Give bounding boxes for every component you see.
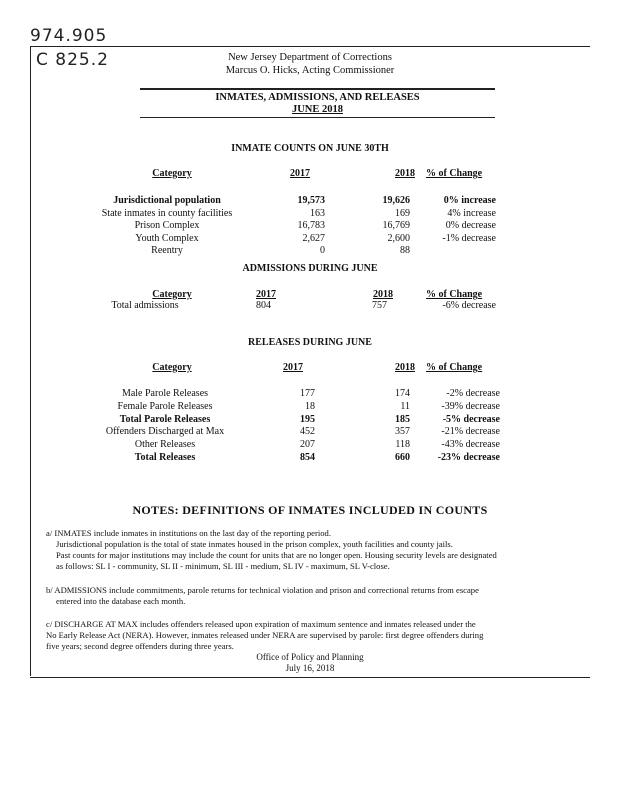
counts-row-1-category: State inmates in county facilities	[101, 207, 233, 219]
releases-row-2-y2018: 185	[395, 413, 410, 425]
counts-section-title: INMATE COUNTS ON JUNE 30TH	[231, 143, 389, 154]
left-rule	[30, 46, 31, 676]
counts-row-4-y2018: 88	[400, 245, 410, 256]
counts-row-1-change: 4% increase	[447, 207, 496, 219]
counts-header-category: Category	[152, 168, 192, 179]
counts-row-2-y2018: 16,769	[382, 220, 410, 231]
admissions-row-0-y2018: 757	[372, 300, 387, 311]
releases-row-1-category: Female Parole Releases	[117, 400, 213, 412]
releases-section-title: RELEASES DURING JUNE	[248, 337, 372, 348]
admissions-section-title: ADMISSIONS DURING JUNE	[242, 263, 378, 274]
footer-office: Office of Policy and Planning	[256, 652, 364, 662]
releases-row-0-y2018: 174	[395, 388, 410, 399]
org-name: New Jersey Department of Corrections	[228, 52, 392, 63]
releases-row-4-change: -43% decrease	[441, 439, 500, 451]
counts-header-change: % of Change	[426, 168, 483, 179]
releases-row-0-change: -2% decrease	[446, 388, 500, 399]
counts-header-2017: 2017	[290, 168, 310, 179]
title-rule	[140, 88, 495, 90]
note-a-line-1: a/ INMATES include inmates in institutions on the last day of the reporting period.	[46, 528, 331, 538]
counts-row-3-category: Youth Complex	[135, 232, 199, 244]
releases-row-3-y2017: 452	[300, 426, 315, 438]
counts-row-2-y2017: 16,783	[297, 220, 325, 231]
releases-row-1-change: -39% decrease	[441, 400, 500, 412]
counts-row-3-y2017: 2,627	[302, 232, 325, 244]
counts-row-1-y2018: 169	[395, 207, 410, 219]
handwritten-call-number: 974.905	[30, 26, 108, 46]
note-a-line-2: Jurisdictional population is the total of state inmates housed in the prison complex, youth facilities and county jails.	[56, 539, 453, 549]
releases-header-2018: 2018	[395, 362, 415, 373]
releases-row-3-change: -21% decrease	[441, 426, 500, 438]
admissions-row-0-change: -6% decrease	[442, 300, 496, 311]
counts-row-4-y2017: 0	[320, 245, 325, 256]
counts-row-1-y2017: 163	[310, 207, 325, 219]
note-c-line-1: c/ DISCHARGE AT MAX includes offenders released upon expiration of maximum sentence and inmates released under the	[46, 619, 476, 629]
report-title: INMATES, ADMISSIONS, AND RELEASES	[215, 92, 420, 103]
note-a-line-4: as follows: SL I - community, SL II - minimum, SL III - medium, SL IV - maximum, SL V-close.	[56, 561, 390, 571]
commissioner: Marcus O. Hicks, Acting Commissioner	[225, 65, 395, 76]
note-c-line-2: No Early Release Act (NERA). However, inmates released under NERA are supervised by parole: first degree offenders during	[46, 630, 484, 640]
top-rule	[30, 46, 590, 47]
counts-row-2-change: 0% decrease	[445, 220, 496, 231]
counts-row-3-change: -1% decrease	[442, 232, 496, 244]
title-rule-bottom	[140, 117, 495, 118]
report-period: JUNE 2018	[291, 104, 344, 115]
counts-row-2-category: Prison Complex	[134, 220, 200, 231]
handwritten-code: C 825.2	[36, 50, 109, 70]
releases-row-3-category: Offenders Discharged at Max	[105, 426, 225, 438]
releases-row-0-y2017: 177	[300, 388, 315, 399]
counts-row-0-y2017: 19,573	[297, 195, 325, 206]
releases-row-3-y2018: 357	[395, 426, 410, 438]
bottom-rule	[30, 677, 590, 678]
releases-row-5-category: Total Releases	[134, 452, 196, 463]
note-a-line-3: Past counts for major institutions may include the count for units that are no longer open. Housing security levels are designated	[56, 550, 497, 560]
note-b-line-1: b/ ADMISSIONS include commitments, parole returns for technical violation and prison and correctional returns from escape	[46, 585, 479, 595]
releases-row-2-category: Total Parole Releases	[119, 413, 211, 425]
releases-row-5-y2017: 854	[300, 452, 315, 463]
releases-row-5-change: -23% decrease	[437, 452, 500, 463]
admissions-row-0-category: Total admissions	[111, 300, 179, 311]
releases-row-5-y2018: 660	[395, 452, 410, 463]
releases-row-2-y2017: 195	[300, 413, 315, 425]
admissions-header-2017: 2017	[256, 289, 276, 300]
releases-header-change: % of Change	[426, 362, 483, 373]
releases-row-2-change: -5% decrease	[442, 413, 500, 425]
admissions-header-2018: 2018	[373, 289, 393, 300]
releases-row-1-y2017: 18	[305, 400, 315, 412]
note-b-line-2: entered into the database each month.	[56, 596, 186, 606]
admissions-row-0-y2017: 804	[256, 300, 271, 311]
notes-title: NOTES: DEFINITIONS OF INMATES INCLUDED IN COUNTS	[132, 503, 488, 517]
footer-date: July 16, 2018	[285, 663, 335, 673]
counts-header-2018: 2018	[395, 168, 415, 179]
counts-row-3-y2018: 2,600	[387, 232, 410, 244]
releases-row-4-y2018: 118	[395, 439, 410, 451]
counts-row-0-y2018: 19,626	[382, 195, 410, 206]
admissions-header-category: Category	[152, 289, 192, 300]
releases-header-category: Category	[152, 362, 192, 373]
counts-row-0-category: Jurisdictional population	[113, 195, 221, 206]
admissions-header-change: % of Change	[426, 289, 483, 300]
releases-row-4-category: Other Releases	[134, 439, 196, 451]
counts-row-4-category: Reentry	[151, 245, 183, 256]
releases-row-4-y2017: 207	[300, 439, 315, 451]
releases-header-2017: 2017	[283, 362, 303, 373]
counts-row-0-change: 0% increase	[443, 195, 496, 206]
note-c-line-3: five years; second degree offenders during three years.	[46, 641, 234, 651]
releases-row-1-y2018: 11	[400, 400, 410, 412]
releases-row-0-category: Male Parole Releases	[121, 388, 209, 399]
